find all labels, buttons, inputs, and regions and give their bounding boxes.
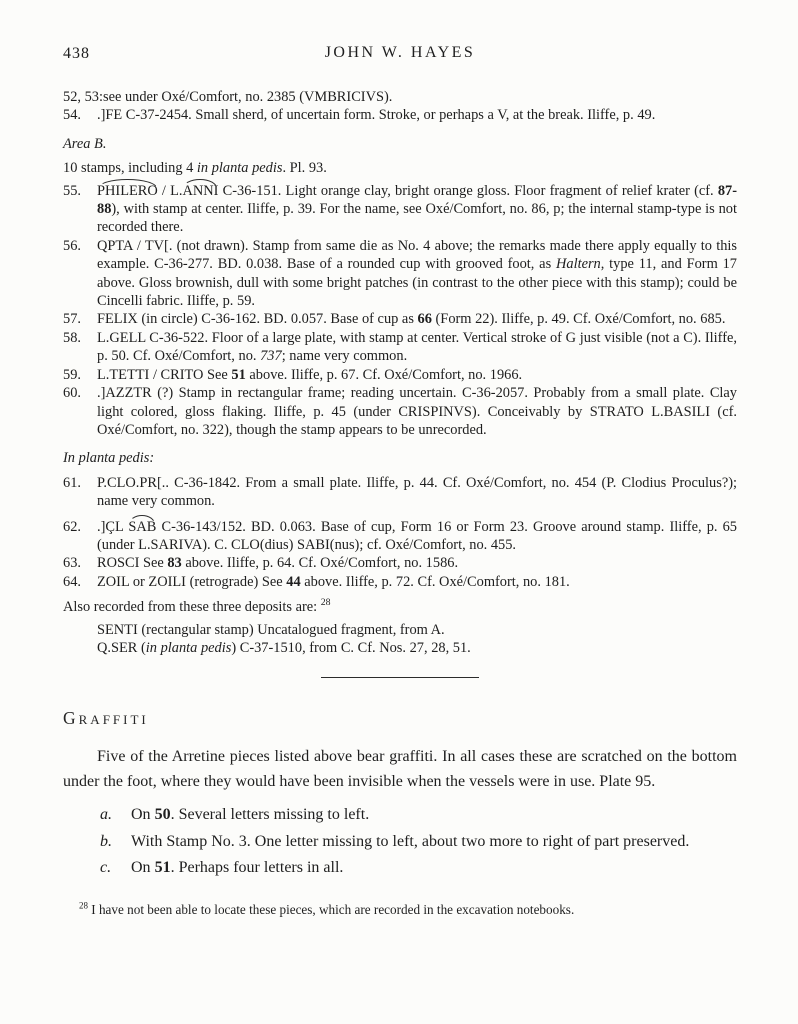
text-run: With Stamp No. 3. One letter missing to left, about two more to right of part preserved. (131, 832, 690, 850)
text-run: 51 (231, 366, 246, 383)
text-run: (Form 22). Iliffe, p. 49. Cf. Oxé/Comfort, no. 685. (431, 311, 726, 328)
entry-number: 58. (63, 329, 81, 346)
footnote (63, 901, 737, 919)
text-run: On (131, 859, 155, 877)
catalog-entry (63, 518, 737, 555)
text-run: FELIX (in circle) C-36-162. BD. 0.057. Base of cup as (97, 311, 418, 328)
catalog-head (63, 449, 737, 467)
page-number: 438 (63, 45, 90, 62)
text-run: 10 stamps, including 4 (63, 160, 197, 177)
text-run: in planta pedis (196, 160, 283, 177)
catalog-entry (63, 366, 737, 384)
text-run: / L. (157, 182, 183, 199)
text-run: 66 (417, 311, 432, 328)
text-run: ; name very common. (281, 348, 408, 365)
text-run: Q.SER ( (97, 639, 146, 656)
graffiti-item (63, 803, 737, 828)
graffiti-item-letter: b. (100, 832, 112, 850)
text-run: On (131, 806, 155, 824)
text-run: . Several letters missing to left. (170, 806, 370, 824)
catalog-section (63, 88, 737, 657)
entry-number: 63. (63, 555, 81, 572)
text-run: above. Iliffe, p. 67. Cf. Oxé/Comfort, no. 1966. (245, 366, 523, 383)
catalog-entry (63, 182, 737, 237)
graffiti-list (63, 803, 737, 881)
graffiti-item-letter: a. (100, 806, 112, 824)
text-run: ANNI (182, 182, 219, 199)
text-run: 44 (286, 573, 301, 590)
text-run: . Perhaps four letters in all. (170, 859, 344, 877)
text-run: Also recorded from these three deposits are: (63, 599, 321, 616)
catalog-entry (63, 88, 737, 106)
text-run: ZOIL or ZOILI (retrograde) See (97, 573, 287, 590)
catalog-entry (63, 106, 737, 124)
text-run: 28 (79, 900, 88, 911)
catalog-para (63, 159, 737, 177)
text-run: 83 (167, 555, 182, 572)
section-divider (321, 677, 479, 678)
text-run: 87-88 (97, 182, 737, 218)
text-run: SAB (128, 518, 157, 535)
entry-number: 54. (63, 107, 81, 124)
graffiti-section (63, 708, 737, 881)
catalog-entry (63, 384, 737, 439)
text-run: Haltern (555, 256, 601, 273)
entry-number: 62. (63, 518, 81, 535)
text-run: L.TETTI / CRITO See (97, 366, 232, 383)
catalog-head (63, 135, 737, 153)
catalog-entry (63, 237, 737, 311)
catalog-entry (63, 554, 737, 572)
graffiti-item (63, 856, 737, 881)
graffiti-item-letter: c. (100, 859, 112, 877)
text-run: In planta pedis: (63, 450, 155, 467)
text-run: .]ÇL (97, 518, 129, 535)
text-run: 737 (260, 348, 282, 365)
catalog-blocks (63, 88, 737, 657)
text-run: ) C-37-1510, from C. Cf. Nos. 27, 28, 51. (231, 639, 471, 656)
text-run: .]AZZTR (?) Stamp in rectangular frame; reading uncertain. C-36-2057. Probably from a small plate. Clay light colored, gloss flaking. Iliffe, p. 45 (under CRISPINVS). Conceivably by STRATO L.BASILI (cf. Oxé/Comfort, no. 322), though the stamp appears to be unrecorded. (97, 385, 737, 438)
text-run: .]FE C-37-2454. Small sherd, of uncertain form. Stroke, or perhaps a V, at the break. Iliffe, p. 49. (97, 107, 656, 124)
text-run: 28 (320, 597, 331, 609)
catalog-entry (63, 573, 737, 591)
entry-number: 60. (63, 385, 81, 402)
page-header (63, 44, 737, 66)
running-head: JOHN W. HAYES (324, 44, 476, 61)
text-run: ), with stamp at center. Iliffe, p. 39. For the name, see Oxé/Comfort, no. 86, p; the internal stamp-type is not recorded there. (97, 201, 737, 236)
text-run: Area B. (63, 135, 107, 152)
text-run: above. Iliffe, p. 64. Cf. Oxé/Comfort, no. 1586. (181, 555, 459, 572)
text-run: 50 (154, 806, 171, 824)
text-run: . Pl. 93. (282, 160, 327, 177)
catalog-sub (63, 621, 737, 639)
text-run: SENTI (rectangular stamp) Uncatalogued fragment, from A. (97, 621, 445, 638)
catalog-entry (63, 329, 737, 366)
text-run: P.CLO.PR[.. C-36-1842. From a small plate. Iliffe, p. 44. Cf. Oxé/Comfort, no. 454 (P. Clodius Proculus?); name very common. (97, 474, 737, 510)
catalog-entry (63, 310, 737, 328)
text-run: Five of the Arretine pieces listed above bear graffiti. In all cases these are scratched on the bottom under the foot, where they would have been invisible when the vessels were in use. Plate 95. (63, 748, 737, 790)
graffiti-paragraph (63, 745, 737, 794)
text-run: L.GELL C-36-522. Floor of a large plate, with stamp at center. Vertical stroke of G just visible (not a C). Iliffe, p. 50. Cf. Oxé/Comfort, no. (97, 329, 737, 365)
text-run: , type 11, and Form 17 above. Gloss brownish, dull with some bright patches (in contrast to the other piece with this stamp); could be Cincelli fabric. Iliffe, p. 59. (97, 256, 737, 310)
graffiti-item (63, 830, 737, 855)
entry-number: 59. (63, 366, 81, 383)
entry-number: 61. (63, 474, 81, 491)
text-run: C-36-143/152. BD. 0.063. Base of cup, Form 16 or Form 23. Groove around stamp. Iliffe, p. 65 (under L.SARIVA). C. CLO(dius) SABI(nus); cf. Oxé/Comfort, no. 455. (97, 518, 738, 553)
catalog-sub (63, 639, 737, 657)
entry-number: 52, 53: (63, 89, 103, 105)
text-run: above. Iliffe, p. 72. Cf. Oxé/Comfort, no. 181. (300, 573, 570, 590)
text-run: PHILERO (97, 182, 158, 199)
text-run: see under Oxé/Comfort, no. 2385 (VMBRICIVS). (102, 89, 393, 105)
text-run: QPTA / TV[. (not drawn). Stamp from same die as No. 4 above; the remarks made there apply equally to this example. C-36-277. BD. 0.038. Base of a rounded cup with grooved foot, as (97, 237, 737, 273)
text-run: in planta pedis (145, 639, 232, 656)
text-run: ROSCI See (97, 555, 168, 572)
entry-number: 57. (63, 311, 81, 328)
catalog-entry (63, 474, 737, 511)
text-run: G (63, 708, 79, 729)
text-run: C-36-151. Light orange clay, bright orange gloss. Floor fragment of relief krater (cf. (218, 182, 718, 199)
text-run: I have not been able to locate these pieces, which are recorded in the excavation notebooks. (87, 901, 575, 917)
entry-number: 56. (63, 237, 81, 254)
catalog-para (63, 598, 737, 616)
graffiti-heading (63, 708, 737, 729)
text-run: RAFFITI (78, 712, 149, 728)
text-run: 51 (154, 859, 171, 877)
entry-number: 55. (63, 182, 81, 199)
entry-number: 64. (63, 573, 81, 590)
